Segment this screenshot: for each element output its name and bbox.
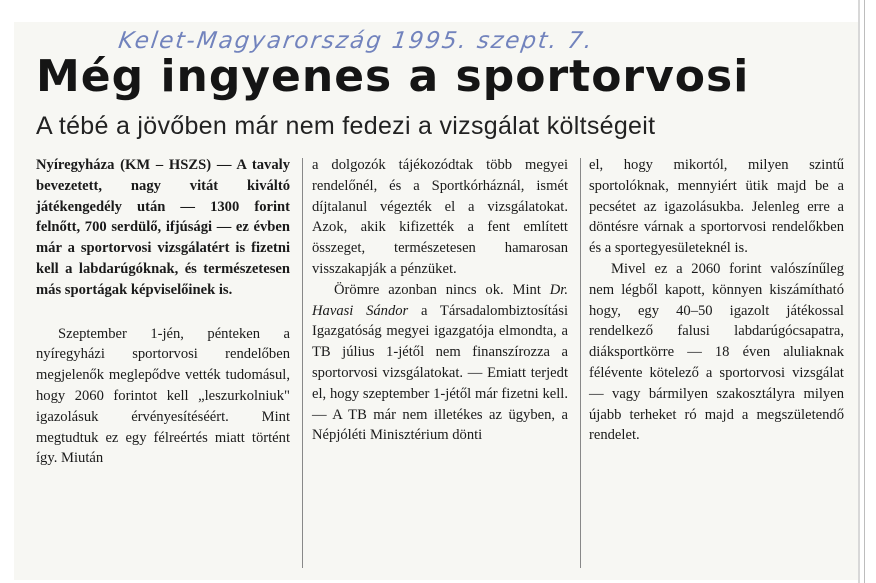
article-column-2 [312,155,568,446]
paragraph-text: Örömre azonban nincs ok. Mint [334,281,550,298]
article-paragraph: Szeptember 1-jén, pénteken a nyíregyházi sportorvosi rendelőben megjelenők meglepődve vették tudomásul, hogy 2060 forintot kell „leszurkolniuk" igazolásuk érvényesítéséért. Mint megtudtuk ez egy félreértés miatt történt így. Miután [36,325,290,467]
quoted-person-name: Dr. Havasi Sándor [312,281,568,319]
article-paragraph: el, hogy mikortól, milyen szintű sportolóknak, mennyiért ütik majd be a pecsétet az igazolásukba. Jelenleg erre a döntésre várnak a sportorvosi rendelőkben és a sportegyesületeknél is. [589,157,844,257]
article-paragraph: Mivel ez a 2060 forint valószínűleg nem légből kapott, könnyen kiszámítható hogy, egy 40–50 igazolt játékossal rendelkező falusi labdarúgócsapatra, diáksportkörre — 18 éven aluliaknak félévente kötelező a sportorvosi vizsgálat — vagy bármilyen szakosztályra milyen újabb terheket ró majd a megszületendő rendelet. [589,260,844,444]
scan-edge [858,0,860,583]
paragraph-text: a Társadalombiztosítási Igazgatóság megyei igazgatója elmondta, a TB július 1-jétől nem finanszírozza a sportorvosi vizsgálatokat. — Emiatt terjedt el, hogy szeptember 1-jétől már fizetni kell. — A TB már nem illetékes az ügyben, a Népjóléti Minisztérium dönti [312,302,568,444]
article-paragraph [312,280,568,446]
handwritten-source-note: Kelet-Magyarország 1995. szept. 7. [116,28,596,54]
article-column-3 [589,155,844,446]
article-lead: Nyíregyháza (KM – HSZS) — A tavaly bevezetett, nagy vitát kiváltó játékengedély után — 1300 forint felnőtt, 700 serdülő, ifjúsági — ez évben már a sportorvosi vizsgálatért is fizetni kell a labdarúgóknak, és természetesen más sportágak képviselőinek is. [36,157,290,298]
column-divider [302,158,303,568]
article-subheadline: A tébé a jövőben már nem fedezi a vizsgálat költségeit [36,112,656,140]
scan-edge-shadow [864,0,865,583]
article-column-1 [36,155,290,469]
article-headline: Még ingyenes a sportorvosi [36,51,750,102]
paragraph-gap [36,301,290,324]
column-divider [580,158,581,568]
article-paragraph: a dolgozók tájékozódtak több megyei rendelőnél, és a Sportkórháznál, ismét díjtalanul végezték el a vizsgálatokat. Azok, akik kifizették a fent említett összeget, természetesen hamarosan visszakapják a pénzüket. [312,157,568,277]
